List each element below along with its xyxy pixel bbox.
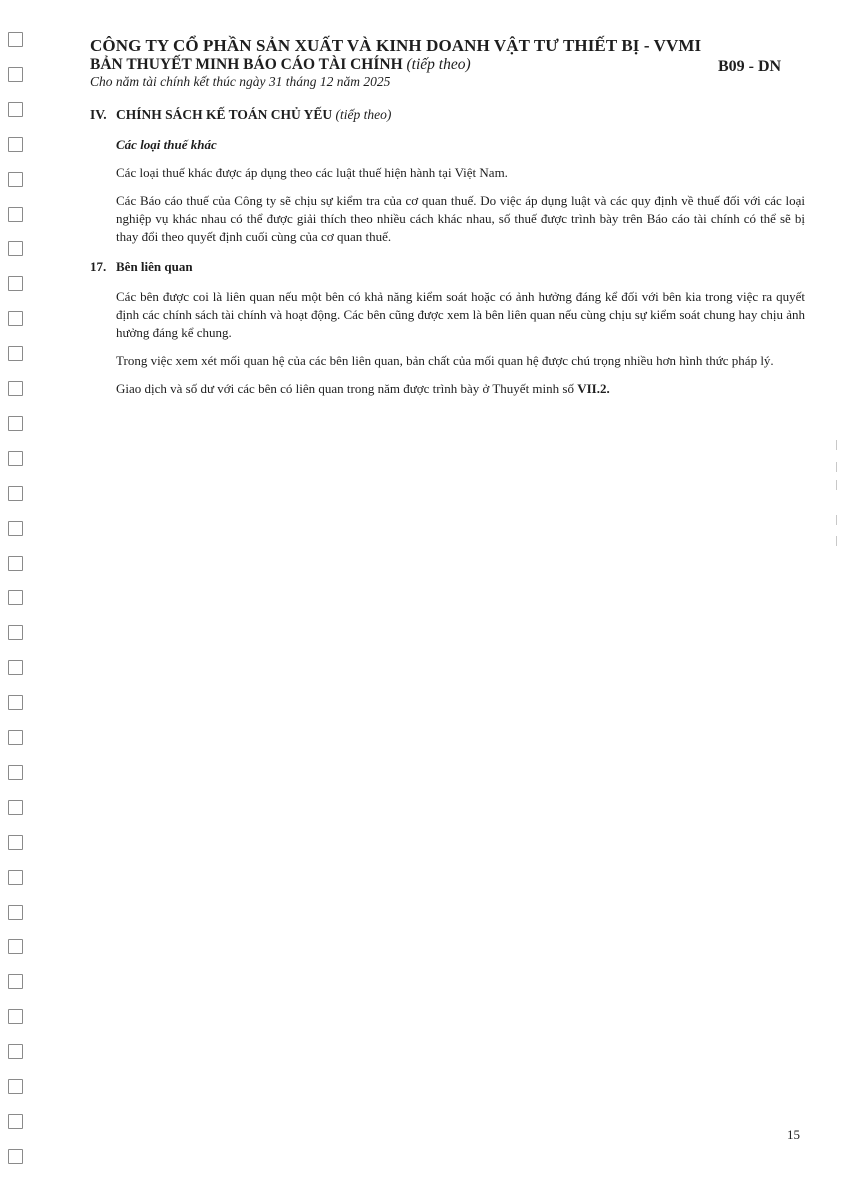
section-number: IV. [90, 107, 107, 122]
binder-square-mark [8, 276, 23, 291]
binder-square-mark [8, 695, 23, 710]
binder-square-mark [8, 102, 23, 117]
binder-square-mark [8, 521, 23, 536]
document-body [90, 106, 805, 408]
note-reference: VII.2. [577, 381, 610, 396]
binder-square-mark [8, 241, 23, 256]
binder-square-mark [8, 660, 23, 675]
binder-square-mark [8, 137, 23, 152]
form-code: B09 - DN [718, 58, 782, 75]
scan-artifact [836, 480, 837, 490]
report-title-continued: (tiếp theo) [406, 56, 471, 73]
binder-square-mark [8, 730, 23, 745]
item-title: Bên liên quan [116, 259, 193, 274]
scan-artifact [836, 462, 837, 472]
paragraph-text: Giao dịch và số dư với các bên có liên quan trong năm được trình bày ở Thuyết minh số [116, 381, 578, 396]
binder-square-mark [8, 416, 23, 431]
other-taxes-heading: Các loại thuế khác [116, 137, 217, 152]
binder-square-mark [8, 346, 23, 361]
binder-square-mark [8, 207, 23, 222]
binder-square-mark [8, 765, 23, 780]
binder-square-mark [8, 939, 23, 954]
section-title: CHÍNH SÁCH KẾ TOÁN CHỦ YẾU [116, 107, 333, 122]
scan-artifact [836, 515, 837, 525]
binder-square-mark [8, 590, 23, 605]
binder-square-mark [8, 486, 23, 501]
binder-square-mark [8, 1114, 23, 1129]
binder-square-mark [8, 974, 23, 989]
binder-square-mark [8, 800, 23, 815]
paragraph: Trong việc xem xét mối quan hệ của các bên liên quan, bản chất của mối quan hệ được chú trọng nhiều hơn hình thức pháp lý. [116, 353, 774, 368]
binder-square-mark [8, 451, 23, 466]
paragraph: Các bên được coi là liên quan nếu một bên có khả năng kiểm soát hoặc có ảnh hưởng đáng kể đối với bên kia trong việc ra quyết định các chính sách tài chính và hoạt động. Các bên cũng được xem là bên liên quan nếu cùng chịu sự kiểm soát chung hay chịu ảnh hưởng đáng kể chung. [116, 289, 805, 340]
section-heading [90, 106, 805, 124]
page-number: 15 [787, 1127, 800, 1142]
related-parties-heading [90, 258, 805, 276]
binder-square-mark [8, 625, 23, 640]
report-title [90, 56, 790, 74]
scan-artifact [836, 536, 837, 546]
item-number: 17. [90, 259, 107, 274]
section-title-continued: (tiếp theo) [335, 107, 392, 122]
binder-square-mark [8, 172, 23, 187]
scan-artifact [836, 440, 837, 450]
report-period: Cho năm tài chính kết thúc ngày 31 tháng 12 năm 2025 [90, 74, 391, 89]
paragraph: Các loại thuế khác được áp dụng theo các luật thuế hiện hành tại Việt Nam. [116, 165, 508, 180]
binder-square-mark [8, 835, 23, 850]
binder-margin [0, 0, 40, 1200]
document-header [90, 36, 790, 90]
binder-square-mark [8, 870, 23, 885]
company-name: CÔNG TY CỔ PHẦN SẢN XUẤT VÀ KINH DOANH VẬT TƯ THIẾT BỊ - VVMI [90, 36, 702, 55]
binder-square-mark [8, 32, 23, 47]
binder-square-mark [8, 1079, 23, 1094]
binder-square-mark [8, 556, 23, 571]
paragraph [116, 380, 805, 398]
report-title-text: BẢN THUYẾT MINH BÁO CÁO TÀI CHÍNH [90, 56, 403, 73]
binder-square-mark [8, 1044, 23, 1059]
binder-square-mark [8, 1009, 23, 1024]
binder-square-mark [8, 1149, 23, 1164]
binder-square-mark [8, 905, 23, 920]
paragraph: Các Báo cáo thuế của Công ty sẽ chịu sự kiểm tra của cơ quan thuế. Do việc áp dụng luật và các quy định về thuế đối với các loại nghiệp vụ khác nhau có thể được giải thích theo nhiều cách khác nhau, số thuế được trình bày trên Báo cáo tài chính có thể sẽ bị thay đổi theo quyết định cuối cùng của cơ quan thuế. [116, 193, 805, 244]
binder-square-mark [8, 311, 23, 326]
binder-square-mark [8, 67, 23, 82]
binder-square-mark [8, 381, 23, 396]
